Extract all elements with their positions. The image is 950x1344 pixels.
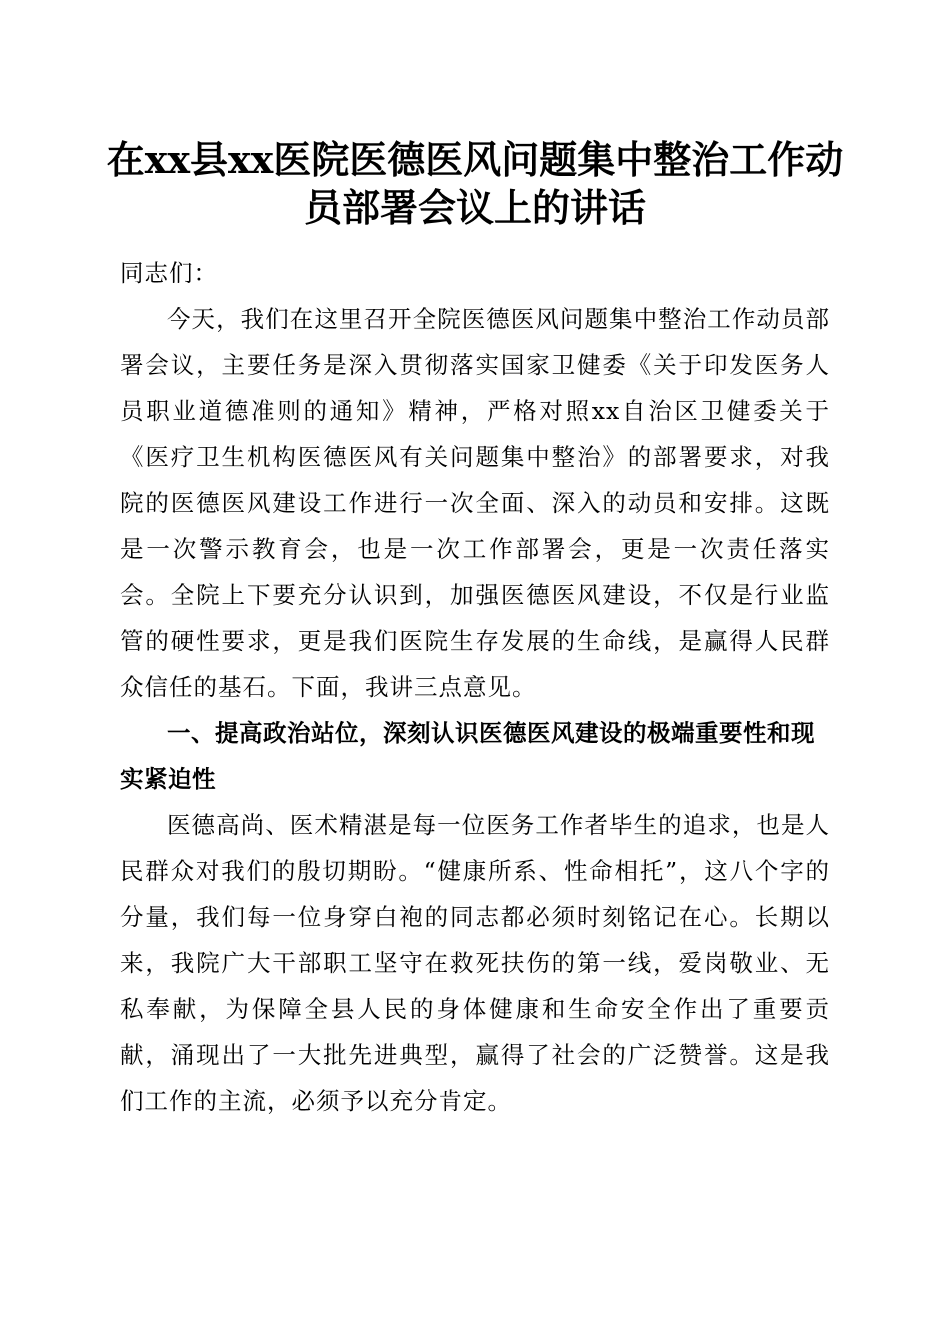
document-title — [100, 136, 850, 232]
salutation: 同志们： — [120, 259, 218, 287]
document-body — [120, 250, 830, 1124]
title-line-2: 员部署会议上的讲话 — [303, 185, 646, 230]
section-1-paragraph: 医德高尚、医术精湛是每一位医务工作者毕生的追求，也是人民群众对我们的殷切期盼。“健康所系、性命相托”，这八个字的分量，我们每一位身穿白袍的同志都必须时刻铭记在心。长期以来，我院广大干部职工坚守在救死扶伤的第一线，爱岗敬业、无私奉献，为保障全县人民的身体健康和生命安全作出了重要贡献，涌现出了一大批先进典型，赢得了社会的广泛赞誉。这是我们工作的主流，必须予以充分肯定。 — [120, 811, 830, 1115]
title-line-1: 在xx县xx医院医德医风问题集中整治工作动 — [106, 137, 844, 182]
section-heading-1: 一、提高政治站位，深刻认识医德医风建设的极端重要性和现实紧迫性 — [120, 719, 815, 793]
opening-paragraph: 今天，我们在这里召开全院医德医风问题集中整治工作动员部署会议，主要任务是深入贯彻落实国家卫健委《关于印发医务人员职业道德准则的通知》精神，严格对照xx自治区卫健委关于《医疗卫生机构医德医风有关问题集中整治》的部署要求，对我院的医德医风建设工作进行一次全面、深入的动员和安排。这既是一次警示教育会，也是一次工作部署会，更是一次责任落实会。全院上下要充分认识到，加强医德医风建设，不仅是行业监管的硬性要求，更是我们医院生存发展的生命线，是赢得人民群众信任的基石。下面，我讲三点意见。 — [120, 305, 830, 701]
